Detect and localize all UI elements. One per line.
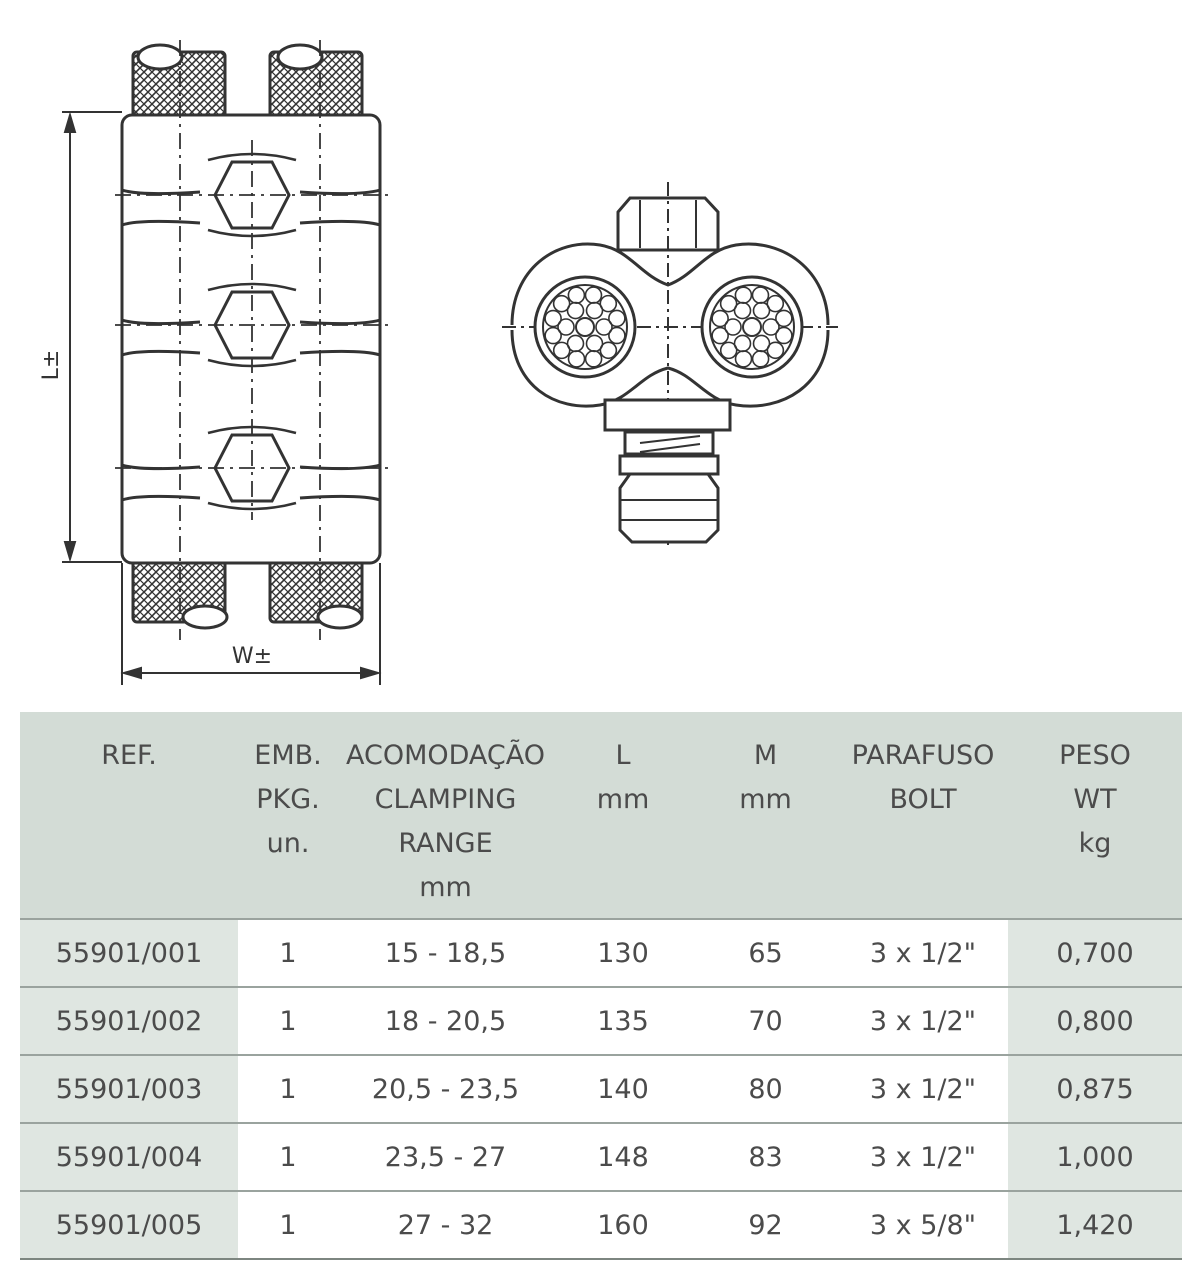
column-header-line: mm: [739, 784, 792, 815]
table-cell: 3 x 1/2": [838, 1123, 1008, 1191]
table-cell: 3 x 1/2": [838, 987, 1008, 1055]
table-cell: 55901/001: [20, 919, 238, 987]
table-cell: 80: [693, 1055, 838, 1123]
column-header-line: EMB.: [254, 740, 322, 771]
table-cell: 70: [693, 987, 838, 1055]
table-cell: 1: [238, 1123, 338, 1191]
column-header: [553, 712, 693, 919]
column-header-line: PKG.: [256, 784, 320, 815]
column-header-line: M: [753, 740, 778, 771]
table-cell: 148: [553, 1123, 693, 1191]
table-cell: 3 x 5/8": [838, 1191, 1008, 1259]
table-cell: 65: [693, 919, 838, 987]
column-header: [1008, 712, 1182, 919]
table-body: [20, 919, 1182, 1259]
table-cell: 23,5 - 27: [338, 1123, 553, 1191]
column-header: [838, 712, 1008, 919]
table-cell: 160: [553, 1191, 693, 1259]
column-header-line: PESO: [1059, 740, 1131, 771]
table-cell: 3 x 1/2": [838, 919, 1008, 987]
table-cell: 55901/005: [20, 1191, 238, 1259]
table-cell: 83: [693, 1123, 838, 1191]
table-cell: 0,800: [1008, 987, 1182, 1055]
front-view: [62, 40, 390, 685]
column-header-line: REF.: [101, 740, 157, 771]
dimension-l: [62, 112, 122, 562]
column-header-line: mm: [596, 784, 650, 815]
column-header-line: WT: [1073, 784, 1117, 815]
table-row: [20, 1191, 1182, 1259]
column-header-line: kg: [1078, 828, 1112, 859]
table-cell: 1: [238, 987, 338, 1055]
table-cell: 1,420: [1008, 1191, 1182, 1259]
column-header: [338, 712, 553, 919]
table-cell: 130: [553, 919, 693, 987]
column-header-line: BOLT: [889, 784, 957, 815]
table-cell: 55901/004: [20, 1123, 238, 1191]
table-cell: 1,000: [1008, 1123, 1182, 1191]
table-cell: 55901/002: [20, 987, 238, 1055]
column-header: [693, 712, 838, 919]
dimension-l-label: L±: [39, 349, 64, 381]
table-cell: 3 x 1/2": [838, 1055, 1008, 1123]
column-header-line: L: [615, 740, 631, 771]
table-cell: 1: [238, 919, 338, 987]
table-cell: 0,875: [1008, 1055, 1182, 1123]
column-header: [238, 712, 338, 919]
column-header-line: un.: [266, 828, 310, 859]
dimension-w-label: W±: [231, 644, 273, 669]
column-header-line: RANGE: [398, 828, 493, 859]
table-cell: 92: [693, 1191, 838, 1259]
table-row: [20, 1123, 1182, 1191]
right-conductor: [702, 277, 802, 377]
left-conductor: [535, 277, 635, 377]
table-cell: 0,700: [1008, 919, 1182, 987]
table-header-row: [20, 712, 1182, 919]
table-cell: 1: [238, 1055, 338, 1123]
table-cell: 15 - 18,5: [338, 919, 553, 987]
table-row: [20, 987, 1182, 1055]
column-header: [20, 712, 238, 919]
column-header-line: CLAMPING: [374, 784, 517, 815]
table-cell: 140: [553, 1055, 693, 1123]
table-cell: 18 - 20,5: [338, 987, 553, 1055]
specification-table: [20, 712, 1182, 1260]
table-cell: 27 - 32: [338, 1191, 553, 1259]
table-cell: 55901/003: [20, 1055, 238, 1123]
table-cell: 135: [553, 987, 693, 1055]
column-header-line: PARAFUSO: [851, 740, 995, 771]
table-cell: 20,5 - 23,5: [338, 1055, 553, 1123]
column-header-line: ACOMODAÇÃO: [345, 740, 546, 771]
table-cell: 1: [238, 1191, 338, 1259]
table-row: [20, 1055, 1182, 1123]
table-row: [20, 919, 1182, 987]
column-header-line: mm: [419, 872, 472, 903]
side-view: [502, 182, 838, 545]
